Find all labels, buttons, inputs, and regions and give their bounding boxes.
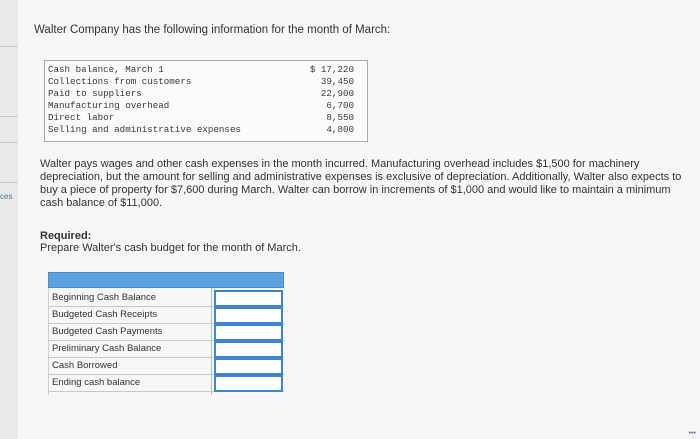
sidebar-cell: [0, 0, 18, 47]
table-row: [48, 375, 284, 392]
corner-mark: •••: [688, 430, 696, 437]
table-row: [48, 341, 284, 358]
table-row: [48, 290, 284, 307]
left-sidebar-strip: [0, 0, 18, 439]
problem-paragraph: Walter pays wages and other cash expenses in the month incurred. Manufacturing overhead includes $1,500 for machinery depreciation, but the amount for selling and administrative expenses is exclusive of depreciation. Additionally, Walter also expects to buy a piece of property for $7,600 during March. Walter can borrow in increments of $1,000 and would like to maintain a minimum cash balance of $11,000.: [40, 158, 682, 209]
fact-value: 4,800: [326, 124, 354, 135]
cash-budget-table: [48, 272, 284, 395]
facts-table: [44, 60, 368, 142]
beginning-cash-balance-input[interactable]: [214, 290, 283, 307]
row-label: Ending cash balance: [52, 377, 141, 388]
fact-value: 6,700: [326, 100, 354, 111]
table-row: [48, 324, 284, 341]
fact-value: 8,550: [326, 112, 354, 123]
fact-row: [48, 64, 364, 76]
sidebar-cell: [0, 116, 18, 143]
fact-row: [48, 124, 364, 136]
budgeted-cash-receipts-input[interactable]: [214, 307, 283, 324]
fact-label: Manufacturing overhead: [48, 100, 170, 111]
fact-value: $ 17,220: [309, 64, 354, 75]
required-text: Prepare Walter's cash budget for the month of March.: [40, 242, 301, 254]
row-label: Cash Borrowed: [52, 360, 118, 371]
problem-intro: Walter Company has the following information for the month of March:: [34, 24, 391, 36]
fact-row: [48, 88, 364, 100]
fact-row: [48, 76, 364, 88]
fact-value: 22,900: [320, 88, 354, 99]
budgeted-cash-payments-input[interactable]: [214, 324, 283, 341]
fact-label: Direct labor: [48, 112, 115, 123]
table-row: [48, 358, 284, 375]
table-row: [48, 307, 284, 324]
fact-label: Selling and administrative expenses: [48, 124, 241, 135]
row-label: Preliminary Cash Balance: [52, 343, 162, 354]
fact-label: Collections from customers: [48, 76, 192, 87]
fact-label: Cash balance, March 1: [48, 64, 164, 75]
ending-cash-balance-input[interactable]: [214, 375, 283, 392]
fact-value: 39,450: [320, 76, 354, 87]
fact-row: [48, 112, 364, 124]
sidebar-fragment-label[interactable]: ces: [0, 192, 13, 201]
cash-borrowed-input[interactable]: [214, 358, 283, 375]
row-label: Beginning Cash Balance: [52, 292, 157, 303]
cash-budget-header: [48, 272, 284, 288]
sidebar-cell: [0, 46, 18, 117]
required-heading: Required:: [40, 230, 92, 242]
row-label: Budgeted Cash Receipts: [52, 309, 158, 320]
row-label: Budgeted Cash Payments: [52, 326, 163, 337]
fact-label: Paid to suppliers: [48, 88, 142, 99]
fact-row: [48, 100, 364, 112]
preliminary-cash-balance-input[interactable]: [214, 341, 283, 358]
sidebar-cell: [0, 142, 18, 183]
